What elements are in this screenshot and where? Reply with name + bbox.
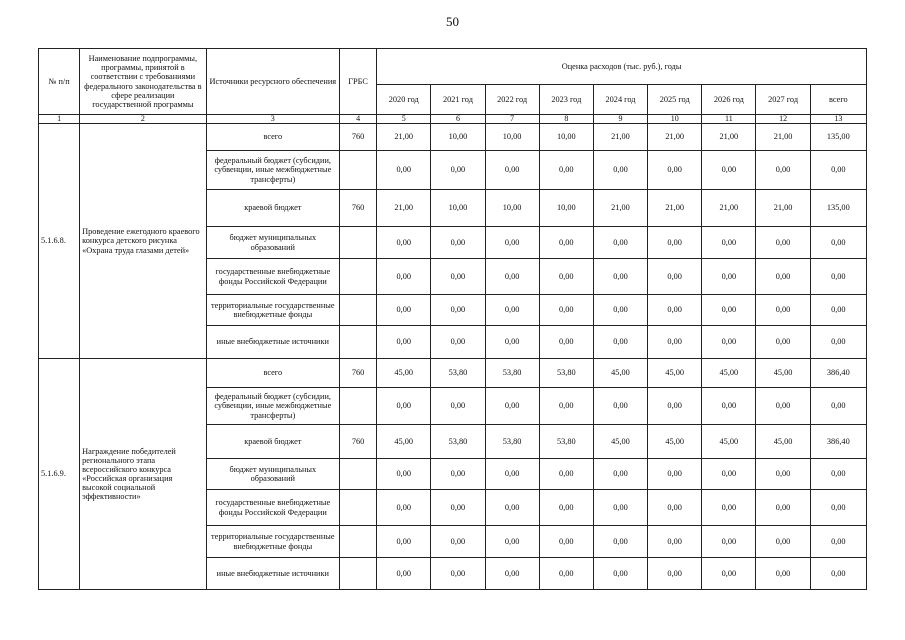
year-value: 0,00 bbox=[377, 326, 431, 359]
table-row bbox=[39, 359, 867, 388]
year-value: 0,00 bbox=[539, 526, 593, 558]
year-value: 0,00 bbox=[539, 295, 593, 326]
funding-source: иные внебюджетные источники bbox=[206, 558, 339, 590]
header-year: 2026 год bbox=[702, 85, 756, 115]
column-index: 7 bbox=[485, 115, 539, 124]
column-index: 9 bbox=[593, 115, 647, 124]
year-value: 21,00 bbox=[756, 190, 810, 227]
grbs-code bbox=[340, 388, 377, 425]
total-value: 386,40 bbox=[810, 359, 866, 388]
row-code: 5.1.6.9. bbox=[39, 359, 80, 590]
column-index: 5 bbox=[377, 115, 431, 124]
year-value: 45,00 bbox=[648, 359, 702, 388]
total-value: 135,00 bbox=[810, 124, 866, 151]
year-value: 21,00 bbox=[702, 190, 756, 227]
year-value: 0,00 bbox=[485, 388, 539, 425]
funding-source: территориальные государственные внебюджетные фонды bbox=[206, 295, 339, 326]
grbs-code bbox=[340, 526, 377, 558]
year-value: 0,00 bbox=[485, 326, 539, 359]
header-grbs: ГРБС bbox=[340, 49, 377, 115]
year-value: 53,80 bbox=[431, 425, 485, 459]
total-value: 386,40 bbox=[810, 425, 866, 459]
year-value: 21,00 bbox=[702, 124, 756, 151]
year-value: 0,00 bbox=[593, 151, 647, 190]
year-value: 0,00 bbox=[377, 490, 431, 526]
year-value: 0,00 bbox=[539, 490, 593, 526]
column-index: 8 bbox=[539, 115, 593, 124]
year-value: 0,00 bbox=[539, 326, 593, 359]
total-value: 0,00 bbox=[810, 326, 866, 359]
column-index: 11 bbox=[702, 115, 756, 124]
year-value: 0,00 bbox=[539, 227, 593, 259]
grbs-code bbox=[340, 490, 377, 526]
year-value: 21,00 bbox=[648, 124, 702, 151]
year-value: 0,00 bbox=[431, 326, 485, 359]
funding-source: федеральный бюджет (субсидии, субвенции, иные межбюджетные трансферты) bbox=[206, 151, 339, 190]
column-index: 2 bbox=[80, 115, 206, 124]
grbs-code bbox=[340, 558, 377, 590]
year-value: 0,00 bbox=[648, 326, 702, 359]
year-value: 0,00 bbox=[593, 227, 647, 259]
year-value: 10,00 bbox=[485, 124, 539, 151]
header-year: всего bbox=[810, 85, 866, 115]
year-value: 53,80 bbox=[539, 359, 593, 388]
grbs-code bbox=[340, 227, 377, 259]
year-value: 0,00 bbox=[648, 388, 702, 425]
budget-table bbox=[38, 48, 867, 590]
header-year: 2021 год bbox=[431, 85, 485, 115]
year-value: 0,00 bbox=[756, 388, 810, 425]
year-value: 0,00 bbox=[485, 295, 539, 326]
year-value: 0,00 bbox=[431, 259, 485, 295]
year-value: 0,00 bbox=[756, 459, 810, 490]
activity-name: Награждение победителей регионального этапа всероссийского конкурса «Российская организация высокой социальной эффективности» bbox=[80, 359, 206, 590]
total-value: 0,00 bbox=[810, 558, 866, 590]
year-value: 0,00 bbox=[431, 227, 485, 259]
page-number: 50 bbox=[446, 14, 459, 29]
year-value: 45,00 bbox=[593, 359, 647, 388]
year-value: 0,00 bbox=[702, 490, 756, 526]
year-value: 0,00 bbox=[485, 459, 539, 490]
total-value: 0,00 bbox=[810, 227, 866, 259]
funding-source: иные внебюджетные источники bbox=[206, 326, 339, 359]
year-value: 0,00 bbox=[485, 558, 539, 590]
year-value: 0,00 bbox=[485, 151, 539, 190]
header-name: Наименование подпрограммы, программы, принятой в соответствии с требованиями федерального законодательства в сфере реализации государственной программы bbox=[80, 49, 206, 115]
total-value: 0,00 bbox=[810, 459, 866, 490]
year-value: 0,00 bbox=[377, 388, 431, 425]
year-value: 0,00 bbox=[377, 459, 431, 490]
year-value: 21,00 bbox=[648, 190, 702, 227]
year-value: 0,00 bbox=[593, 526, 647, 558]
year-value: 0,00 bbox=[702, 459, 756, 490]
year-value: 0,00 bbox=[593, 490, 647, 526]
year-value: 0,00 bbox=[377, 526, 431, 558]
total-value: 0,00 bbox=[810, 490, 866, 526]
funding-source: краевой бюджет bbox=[206, 425, 339, 459]
year-value: 0,00 bbox=[431, 388, 485, 425]
total-value: 0,00 bbox=[810, 259, 866, 295]
year-value: 0,00 bbox=[539, 459, 593, 490]
year-value: 0,00 bbox=[702, 388, 756, 425]
header-year: 2022 год bbox=[485, 85, 539, 115]
year-value: 0,00 bbox=[593, 459, 647, 490]
year-value: 0,00 bbox=[593, 558, 647, 590]
grbs-code bbox=[340, 295, 377, 326]
year-value: 0,00 bbox=[539, 259, 593, 295]
year-value: 0,00 bbox=[593, 295, 647, 326]
year-value: 0,00 bbox=[593, 326, 647, 359]
column-index: 3 bbox=[206, 115, 339, 124]
year-value: 0,00 bbox=[648, 151, 702, 190]
year-value: 0,00 bbox=[702, 295, 756, 326]
grbs-code: 760 bbox=[340, 124, 377, 151]
year-value: 45,00 bbox=[648, 425, 702, 459]
header-sources: Источники ресурсного обеспечения bbox=[206, 49, 339, 115]
funding-source: федеральный бюджет (субсидии, субвенции, иные межбюджетные трансферты) bbox=[206, 388, 339, 425]
year-value: 0,00 bbox=[756, 295, 810, 326]
grbs-code bbox=[340, 459, 377, 490]
grbs-code: 760 bbox=[340, 359, 377, 388]
year-value: 21,00 bbox=[593, 190, 647, 227]
year-value: 0,00 bbox=[431, 490, 485, 526]
year-value: 0,00 bbox=[648, 526, 702, 558]
header-year: 2023 год bbox=[539, 85, 593, 115]
year-value: 53,80 bbox=[431, 359, 485, 388]
funding-source: бюджет муниципальных образований bbox=[206, 227, 339, 259]
year-value: 45,00 bbox=[593, 425, 647, 459]
year-value: 10,00 bbox=[431, 190, 485, 227]
funding-source: государственные внебюджетные фонды Российской Федерации bbox=[206, 490, 339, 526]
year-value: 45,00 bbox=[702, 425, 756, 459]
column-index: 10 bbox=[648, 115, 702, 124]
year-value: 0,00 bbox=[756, 259, 810, 295]
table-row bbox=[39, 124, 867, 151]
year-value: 0,00 bbox=[756, 526, 810, 558]
year-value: 21,00 bbox=[593, 124, 647, 151]
year-value: 0,00 bbox=[702, 151, 756, 190]
year-value: 21,00 bbox=[377, 190, 431, 227]
grbs-code: 760 bbox=[340, 425, 377, 459]
column-index: 6 bbox=[431, 115, 485, 124]
funding-source: всего bbox=[206, 124, 339, 151]
activity-name: Проведение ежегодного краевого конкурса детского рисунка «Охрана труда глазами детей» bbox=[80, 124, 206, 359]
year-value: 0,00 bbox=[377, 259, 431, 295]
total-value: 0,00 bbox=[810, 151, 866, 190]
row-code: 5.1.6.8. bbox=[39, 124, 80, 359]
year-value: 0,00 bbox=[485, 227, 539, 259]
year-value: 0,00 bbox=[648, 558, 702, 590]
year-value: 0,00 bbox=[756, 227, 810, 259]
header-year: 2024 год bbox=[593, 85, 647, 115]
year-value: 53,80 bbox=[485, 425, 539, 459]
year-value: 0,00 bbox=[431, 295, 485, 326]
year-value: 0,00 bbox=[485, 526, 539, 558]
header-year: 2025 год bbox=[648, 85, 702, 115]
header-estimate: Оценка расходов (тыс. руб.), годы bbox=[377, 49, 867, 85]
year-value: 21,00 bbox=[377, 124, 431, 151]
year-value: 0,00 bbox=[539, 151, 593, 190]
year-value: 45,00 bbox=[756, 359, 810, 388]
year-value: 0,00 bbox=[377, 295, 431, 326]
column-index: 13 bbox=[810, 115, 866, 124]
year-value: 0,00 bbox=[431, 459, 485, 490]
grbs-code bbox=[340, 259, 377, 295]
grbs-code bbox=[340, 151, 377, 190]
year-value: 0,00 bbox=[593, 388, 647, 425]
funding-source: территориальные государственные внебюджетные фонды bbox=[206, 526, 339, 558]
column-index: 1 bbox=[39, 115, 80, 124]
year-value: 45,00 bbox=[377, 359, 431, 388]
year-value: 21,00 bbox=[756, 124, 810, 151]
year-value: 0,00 bbox=[702, 227, 756, 259]
year-value: 0,00 bbox=[702, 259, 756, 295]
year-value: 0,00 bbox=[702, 558, 756, 590]
year-value: 0,00 bbox=[431, 558, 485, 590]
total-value: 0,00 bbox=[810, 388, 866, 425]
total-value: 135,00 bbox=[810, 190, 866, 227]
column-index: 12 bbox=[756, 115, 810, 124]
year-value: 0,00 bbox=[756, 151, 810, 190]
year-value: 0,00 bbox=[648, 259, 702, 295]
year-value: 0,00 bbox=[485, 490, 539, 526]
funding-source: государственные внебюджетные фонды Российской Федерации bbox=[206, 259, 339, 295]
year-value: 45,00 bbox=[377, 425, 431, 459]
column-index: 4 bbox=[340, 115, 377, 124]
funding-source: бюджет муниципальных образований bbox=[206, 459, 339, 490]
year-value: 0,00 bbox=[431, 526, 485, 558]
year-value: 0,00 bbox=[702, 526, 756, 558]
year-value: 0,00 bbox=[648, 227, 702, 259]
year-value: 0,00 bbox=[648, 459, 702, 490]
grbs-code: 760 bbox=[340, 190, 377, 227]
year-value: 53,80 bbox=[485, 359, 539, 388]
year-value: 45,00 bbox=[702, 359, 756, 388]
total-value: 0,00 bbox=[810, 526, 866, 558]
year-value: 0,00 bbox=[756, 490, 810, 526]
year-value: 0,00 bbox=[485, 259, 539, 295]
year-value: 0,00 bbox=[377, 151, 431, 190]
year-value: 10,00 bbox=[485, 190, 539, 227]
year-value: 45,00 bbox=[756, 425, 810, 459]
year-value: 0,00 bbox=[756, 326, 810, 359]
year-value: 0,00 bbox=[539, 558, 593, 590]
year-value: 10,00 bbox=[539, 190, 593, 227]
funding-source: всего bbox=[206, 359, 339, 388]
year-value: 0,00 bbox=[702, 326, 756, 359]
header-number: № п/п bbox=[39, 49, 80, 115]
funding-source: краевой бюджет bbox=[206, 190, 339, 227]
year-value: 0,00 bbox=[431, 151, 485, 190]
year-value: 0,00 bbox=[377, 227, 431, 259]
header-year: 2027 год bbox=[756, 85, 810, 115]
header-year: 2020 год bbox=[377, 85, 431, 115]
year-value: 0,00 bbox=[539, 388, 593, 425]
year-value: 0,00 bbox=[756, 558, 810, 590]
year-value: 0,00 bbox=[648, 490, 702, 526]
total-value: 0,00 bbox=[810, 295, 866, 326]
year-value: 0,00 bbox=[593, 259, 647, 295]
year-value: 10,00 bbox=[431, 124, 485, 151]
year-value: 0,00 bbox=[377, 558, 431, 590]
year-value: 10,00 bbox=[539, 124, 593, 151]
grbs-code bbox=[340, 326, 377, 359]
year-value: 0,00 bbox=[648, 295, 702, 326]
year-value: 53,80 bbox=[539, 425, 593, 459]
